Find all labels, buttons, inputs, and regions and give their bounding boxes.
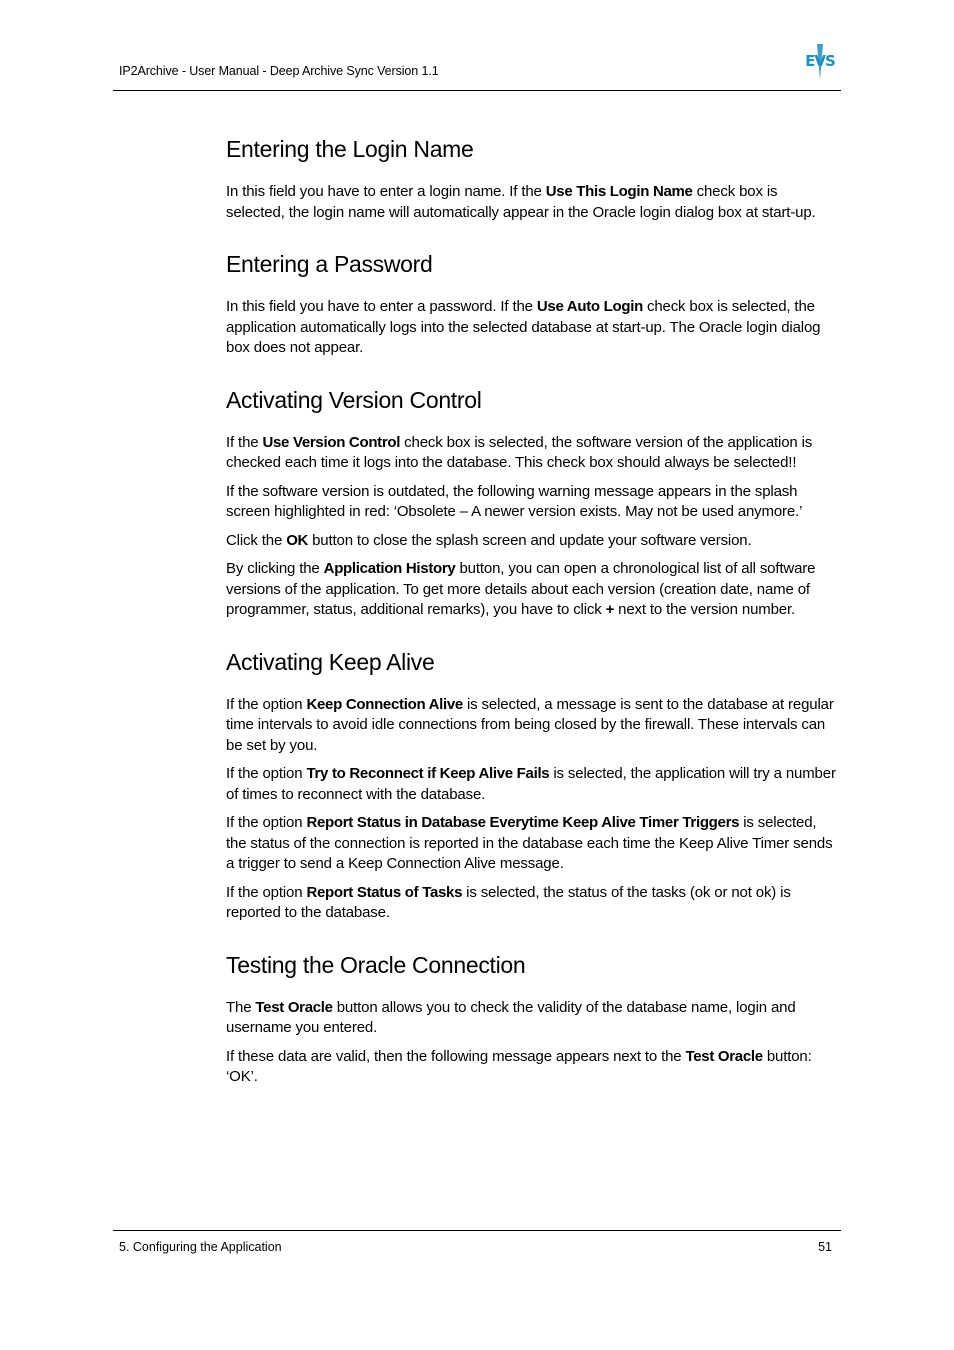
- heading-version-control: Activating Version Control: [226, 386, 482, 413]
- paragraph: If the option Try to Reconnect if Keep Alive Fails is selected, the application will try a number of times to reconnect with the database.: [226, 765, 836, 803]
- footer-chapter: 5. Configuring the Application: [119, 1240, 282, 1254]
- paragraph: Click the OK button to close the splash screen and update your software version.: [226, 531, 752, 549]
- paragraph: In this field you have to enter a password. If the Use Auto Login check box is selected, the application automatically logs into the selected database at start-up. The Oracle login dialog box does not appear.: [226, 298, 821, 356]
- heading-oracle-test: Testing the Oracle Connection: [226, 951, 526, 978]
- page-number: 51: [818, 1240, 832, 1254]
- section-oracle-test: [226, 950, 840, 1088]
- paragraph: The Test Oracle button allows you to check the validity of the database name, login and username you entered.: [226, 998, 796, 1036]
- paragraph: If the Use Version Control check box is selected, the software version of the application is checked each time it logs into the database. This check box should always be selected!!: [226, 433, 813, 471]
- section-login-name: [226, 134, 840, 223]
- paragraph: If the option Report Status in Database Everytime Keep Alive Timer Triggers is selected, the status of the connection is reported in the database each time the Keep Alive Timer sends a trigger to send a Keep Connection Alive message.: [226, 814, 833, 872]
- paragraph: If the option Report Status of Tasks is selected, the status of the tasks (ok or not ok) is reported to the database.: [226, 883, 791, 921]
- paragraph: By clicking the Application History button, you can open a chronological list of all software versions of the application. To get more details about each version (creation date, name of programmer, status, additional remarks), you have to click + next to the version number.: [226, 560, 816, 618]
- evs-logo: [805, 44, 835, 84]
- paragraph: If the option Keep Connection Alive is selected, a message is sent to the database at regular time intervals to avoid idle connections from being closed by the firewall. These intervals can be set by you.: [226, 695, 834, 754]
- heading-login-name: Entering the Login Name: [226, 136, 474, 162]
- paragraph: In this field you have to enter a login name. If the Use This Login Name check box is selected, the login name will automatically appear in the Oracle login dialog box at start-up.: [226, 183, 816, 221]
- paragraph: If the software version is outdated, the following warning message appears in the splash screen highlighted in red: ‘Obsolete – A newer version exists. May not be used anymore.’: [226, 482, 803, 520]
- document-header-title: IP2Archive - User Manual - Deep Archive Sync Version 1.1: [119, 64, 439, 78]
- heading-password: Entering a Password: [226, 251, 433, 277]
- section-version-control: [226, 385, 840, 621]
- header-divider: [113, 90, 841, 91]
- page-body: [226, 134, 840, 1114]
- paragraph: If these data are valid, then the following message appears next to the Test Oracle button: ‘OK’.: [226, 1047, 812, 1085]
- heading-keep-alive: Activating Keep Alive: [226, 648, 435, 675]
- section-keep-alive: [226, 647, 840, 924]
- footer-divider: [113, 1230, 841, 1231]
- logo-text: EVS: [805, 52, 835, 70]
- section-password: [226, 249, 840, 359]
